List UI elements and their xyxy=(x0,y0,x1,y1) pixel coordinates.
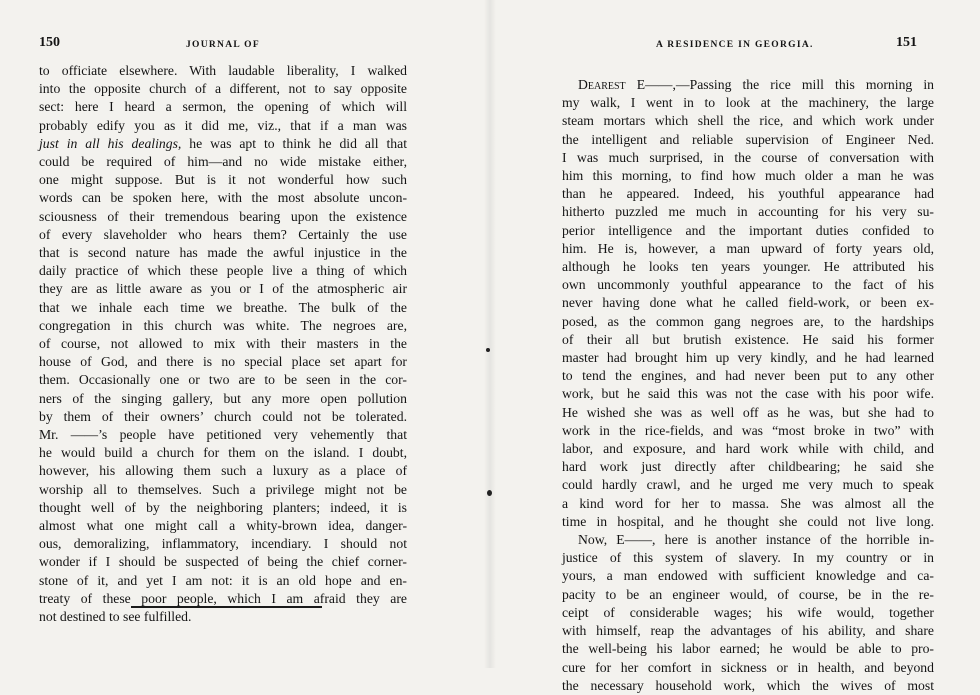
text-line: ceipt of considerable wages; his wife would, together xyxy=(562,604,934,620)
text-line: work, but he said this was not the case with his poor wife. xyxy=(562,386,934,402)
right-running-head: A RESIDENCE IN GEORGIA. xyxy=(656,40,814,50)
text-line: cure for her comfort in sickness or in health, and beyond xyxy=(562,659,934,675)
text-line: however, his allowing them such a luxury as a place of xyxy=(39,463,407,479)
section-divider xyxy=(131,606,322,608)
text-line: the intelligent and reliable supervision of Engineer Ned. xyxy=(562,131,934,147)
left-page-number: 150 xyxy=(39,35,60,50)
text-line: thought well of by the neighboring planters; indeed, it is xyxy=(39,499,407,515)
text-line: him. He is, however, a man upward of forty years old, xyxy=(562,240,934,256)
text-line: steam mortars which shell the rice, and which work under xyxy=(562,113,934,129)
text-line: perior intelligence and the important duties confided to xyxy=(562,222,934,238)
right-body-text xyxy=(562,76,934,695)
text-line: the well-being his labor earned; he would be able to pro- xyxy=(562,641,934,657)
text-line: into the opposite church of a different, not to say opposite xyxy=(39,81,407,97)
right-page xyxy=(490,0,980,693)
text-line: them. Occasionally one or two are to be seen in the cor- xyxy=(39,372,407,388)
text-line: Mr. ——’s people have petitioned very vehemently that xyxy=(39,427,407,443)
text-line: words can be spoken here, with the most absolute uncon- xyxy=(39,190,407,206)
text-line: not destined to see fulfilled. xyxy=(39,609,192,625)
text-line: sciousness of their tremendous bearing upon the existence xyxy=(39,208,407,224)
text-line: probably edify you as it did me, viz., that if a man was xyxy=(39,117,407,133)
text-line: posed, as the common gang negroes are, to the hardships xyxy=(562,313,934,329)
text-line: to officiate elsewhere. With laudable liberality, I walked xyxy=(39,63,407,78)
text-line: by them of their owners’ church could not be tolerated. xyxy=(39,408,407,424)
text-line: Now, E——, here is another instance of the horrible in- xyxy=(578,532,934,548)
text-line: the necessary household work, which the wives of most xyxy=(562,677,934,693)
text-line: just in all his dealings, he was apt to think he did all that xyxy=(39,135,408,151)
text-line: of every slaveholder who hears them? Certainly the use xyxy=(39,226,407,242)
text-line: hard work just directly after childbearing; he said she xyxy=(562,459,934,475)
text-line: daily practice of which these people live a thing of which xyxy=(39,263,407,279)
text-line: own uncommonly youthful appearance to the fact of his xyxy=(562,277,934,293)
text-line: my walk, I went in to look at the machinery, the large xyxy=(562,95,934,111)
text-line: congregation in this church was white. The negroes are, xyxy=(39,317,407,333)
text-line: labor, and exposure, and hard work while with child, and xyxy=(562,441,934,457)
left-page xyxy=(0,0,490,668)
right-page-number: 151 xyxy=(896,35,917,50)
text-line: treaty of these poor people, which I am afraid they are xyxy=(39,590,407,606)
text-line: ous, demoralizing, inflammatory, incendiary. I should not xyxy=(39,536,407,552)
text-line: house of God, and there is no special place set apart for xyxy=(39,354,407,370)
text-line: could be required of him—and no wide mistake either, xyxy=(39,154,407,170)
text-line: justice of this system of slavery. In my country or in xyxy=(562,550,934,566)
text-line: could hardly crawl, and he urged me very much to speak xyxy=(562,477,934,493)
text-line: work in the rice-fields, and was “most broke in two” with xyxy=(562,422,934,438)
text-line: hitherto puzzled me much in accounting for his very su- xyxy=(562,204,934,220)
text-line: with himself, reap the advantages of his ability, and share xyxy=(562,623,934,639)
text-line: never having done what he called field-work, or been ex- xyxy=(562,295,934,311)
text-line: him this morning, to find how much older a man he was xyxy=(562,168,934,184)
text-line: wonder if I should be suspected of being the chief corner- xyxy=(39,554,407,570)
text-line: master had brought him up very kindly, and he had learned xyxy=(562,350,934,366)
text-line: stone of it, and yet I am not: it is an old hope and en- xyxy=(39,572,407,588)
text-line: He wished she was as well off as he was, but she had to xyxy=(562,404,934,420)
italic-phrase: just in all his dealings, xyxy=(39,135,182,151)
text-line: time in hospital, and he thought she could not live long. xyxy=(562,513,934,529)
text-line: worship all to themselves. Such a privilege might not be xyxy=(39,481,407,497)
text-line: he would build a church for them on the island. I doubt, xyxy=(39,445,407,461)
left-body-text xyxy=(39,62,407,626)
text-line: that is second nature has made the awful injustice in the xyxy=(39,245,407,261)
text-line: I was much surprised, in the course of conversation with xyxy=(562,149,934,165)
text-line: of course, not allowed to mix with their masters in the xyxy=(39,336,407,352)
text-line: although he looks ten years younger. He attributed his xyxy=(562,259,934,275)
text-line: one might suppose. But is it not wonderful how such xyxy=(39,172,407,188)
text-line: than he appeared. Indeed, his youthful appearance had xyxy=(562,186,934,202)
text-line: Dearest E——,—Passing the rice mill this morning in xyxy=(578,77,934,92)
text-line: to tend the engines, and had never been put to any other xyxy=(562,368,934,384)
text-line: of their all but brutish existence. He said his former xyxy=(562,331,934,347)
left-running-head: JOURNAL OF xyxy=(186,40,260,50)
text-line: yours, a man endowed with sufficient knowledge and ca- xyxy=(562,568,934,584)
text-line: they are as little aware as you or I of the atmospheric air xyxy=(39,281,407,297)
text-line: a kind word for her to massa. She was almost all the xyxy=(562,495,934,511)
text-line: sect: here I heard a sermon, the opening of which will xyxy=(39,99,407,115)
text-line: ners of the singing gallery, but any more open pollution xyxy=(39,390,407,406)
text-line: pacity to be an engineer would, of course, be in the re- xyxy=(562,586,934,602)
text-line: almost what one might call a whity-brown idea, danger- xyxy=(39,518,407,534)
text-line: that we inhale each time we breathe. The bulk of the xyxy=(39,299,407,315)
letter-salutation: Dearest E——, xyxy=(578,77,676,92)
